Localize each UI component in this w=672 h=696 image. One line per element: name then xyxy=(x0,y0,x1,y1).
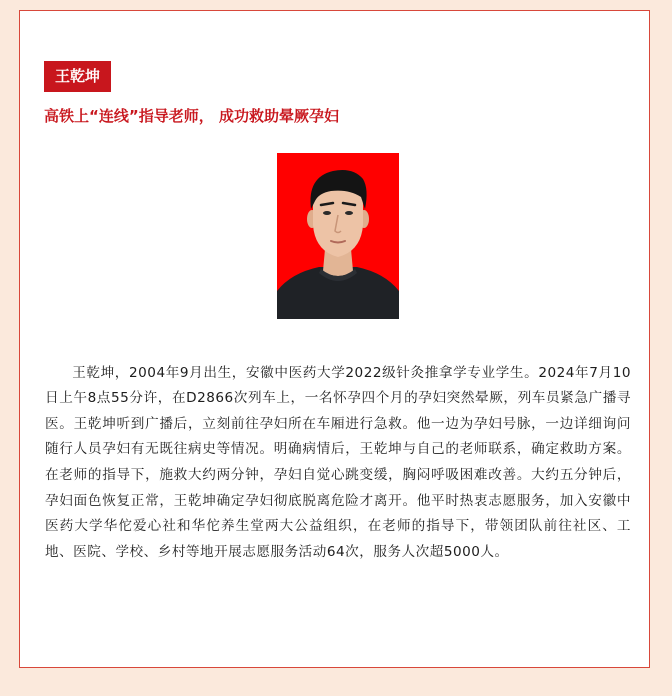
article-body: 王乾坤，2004年9月出生，安徽中医药大学2022级针灸推拿学专业学生。2024年7月10日上午8点55分许，在D2866次列车上，一名怀孕四个月的孕妇突然晕厥，列车员紧急广播寻医。王乾坤听到广播后，立刻前往孕妇所在车厢进行急救。他一边为孕妇号脉，一边详细询问随行人员孕妇有无既往病史等情况。明确病情后，王乾坤与自己的老师联系，确定救助方案。在老师的指导下，施救大约两分钟，孕妇自觉心跳变缓，胸闷呼吸困难改善。大约五分钟后，孕妇面色恢复正常，王乾坤确定孕妇彻底脱离危险才离开。他平时热衷志愿服务，加入安徽中医药大学华佗爱心社和华佗养生堂两大公益组织，在老师的指导下，带领团队前往社区、工地、医院、学校、乡村等地开展志愿服务活动64次，服务人次超5000人。 xyxy=(45,364,631,560)
portrait-illustration xyxy=(277,153,399,319)
name-tag: 王乾坤 xyxy=(44,61,111,92)
headline: 高铁上“连线”指导老师， 成功救助晕厥孕妇 xyxy=(44,107,339,125)
article-card xyxy=(19,10,650,668)
portrait-photo xyxy=(277,153,399,319)
